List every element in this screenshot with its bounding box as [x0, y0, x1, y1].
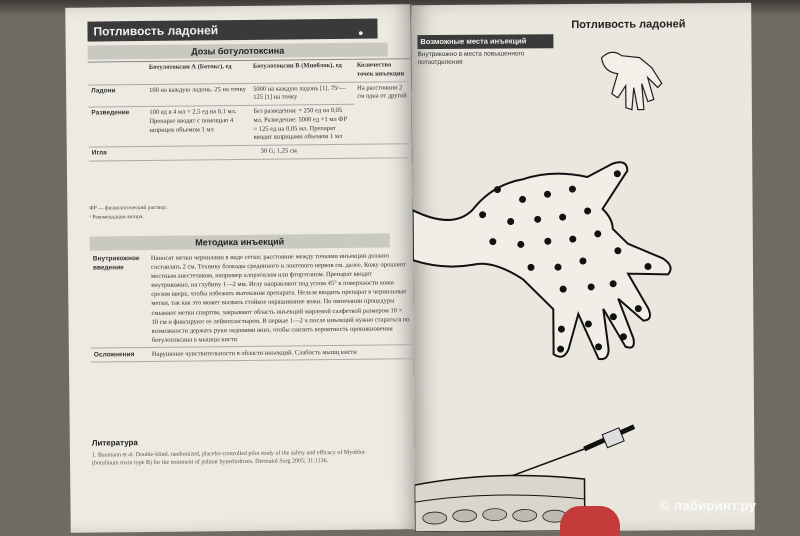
table-cell: 100 ед в 4 мл = 2,5 ед на 0,1 мл. Препарат вводят с помощью 4 шприцев объемом 1 мл [146, 105, 250, 146]
table-row [89, 144, 411, 161]
table-cell: На расстоянии 2 см одна от другой [354, 81, 411, 144]
method-table [90, 249, 413, 362]
table-header-cell: Количество точек инъекции [354, 59, 410, 82]
table-row-label: Внутрикожное введение [90, 252, 149, 348]
table-row-label: Осложнения [91, 347, 149, 362]
table-row-label: Разведение [88, 107, 146, 148]
table-cell: 30 G; 1,25 см [147, 144, 411, 161]
small-hand-illustration [581, 37, 672, 128]
table-cell: Без разведения: = 250 ед на 0,05 мл. Разведение: 5000 ед +1 мл ФР = 125 ед на 0,05 мл. Препарат вводят шприцами объемом 1 мл [250, 104, 354, 145]
right-page [411, 3, 755, 532]
thumb-holding-book [560, 506, 620, 536]
table-cell: Нарушение чувствительности в области инъекций. Слабость мышц кисти [149, 345, 413, 362]
table-row [88, 81, 410, 107]
table-row [91, 345, 413, 362]
right-page-title: Потливость ладоней [571, 18, 686, 32]
footnote: ФР — физиологический раствор. [89, 204, 168, 212]
right-page-subtitle: Внутрикожно в места повышенного потоотделения [417, 50, 525, 67]
palm-injection-grid-illustration [412, 148, 744, 400]
method-section-title: Методика инъекций [90, 233, 390, 250]
literature-text: 1. Baumann et al. Double-blind, randomized, placebo-controlled pilot study of the safety and efficacy of Myobloc (botulinum toxin type B) for the treatment of palmar hyperhidrosis. Dermatol Surg 2005; 31:1136. [91, 449, 366, 467]
table-header-row [88, 59, 410, 85]
left-page [65, 4, 415, 533]
header-dot-icon: ● [358, 27, 364, 38]
literature-title: Литература [91, 438, 138, 448]
site-watermark: © лабиринт.ру [660, 498, 757, 513]
page-header-title: Потливость ладоней [93, 23, 219, 39]
doses-section-title: Дозы ботулотоксина [88, 42, 388, 59]
table-header-cell: Ботулотоксин А (Ботокс), ед [146, 60, 250, 84]
table-row-label: Игла [89, 147, 147, 161]
footnote: ᵃ Рекомендации автора. [89, 214, 144, 221]
doses-table [88, 58, 411, 161]
table-cell: Наносят метки чернилами в виде сетки; расстояние между точками инъекции должно составлять 2 см. Технику блокады срединного и локтевого нервов см. далее. Кожу орошают местным анестетиком, например хлорэтилом или фторэтаном. Препарат вводят внутрикожно, на глубину 1—2 мм. Иглу направляют под углом 45° к поверхности кожи срезом вверх, чтобы избежать вытекания препарата. Нельзя вводить препарат в чернильные метки, так как это может вызвать стойкое окрашивание кожи. По окончании процедуры смывают метки спиртом, закрывают область инъекций марлевой салфеткой размером 10 × 10 см и фиксируют ее лейкопластырем. В первые 1—2 ч после инъекций нужно стараться по возможности держать руки ладонями вниз, чтобы снизить вероятность проникновения ботулотоксина в мышцы кисти [148, 249, 413, 347]
table-row [90, 249, 413, 348]
table-cell: 100 на каждую ладонь. 25 на точку [146, 83, 250, 107]
injection-sites-bar: Возможные места инъекций [417, 34, 553, 49]
table-header-cell: Ботулотоксин В (Миоблок), ед [250, 59, 354, 83]
table-row-label: Ладони [88, 84, 146, 107]
table-cell: 5000 на каждую ладонь [1]. 75ᵃ—125 [1] на точку [250, 82, 354, 106]
page-header-bar [87, 19, 377, 42]
table-header-cell [88, 61, 146, 84]
